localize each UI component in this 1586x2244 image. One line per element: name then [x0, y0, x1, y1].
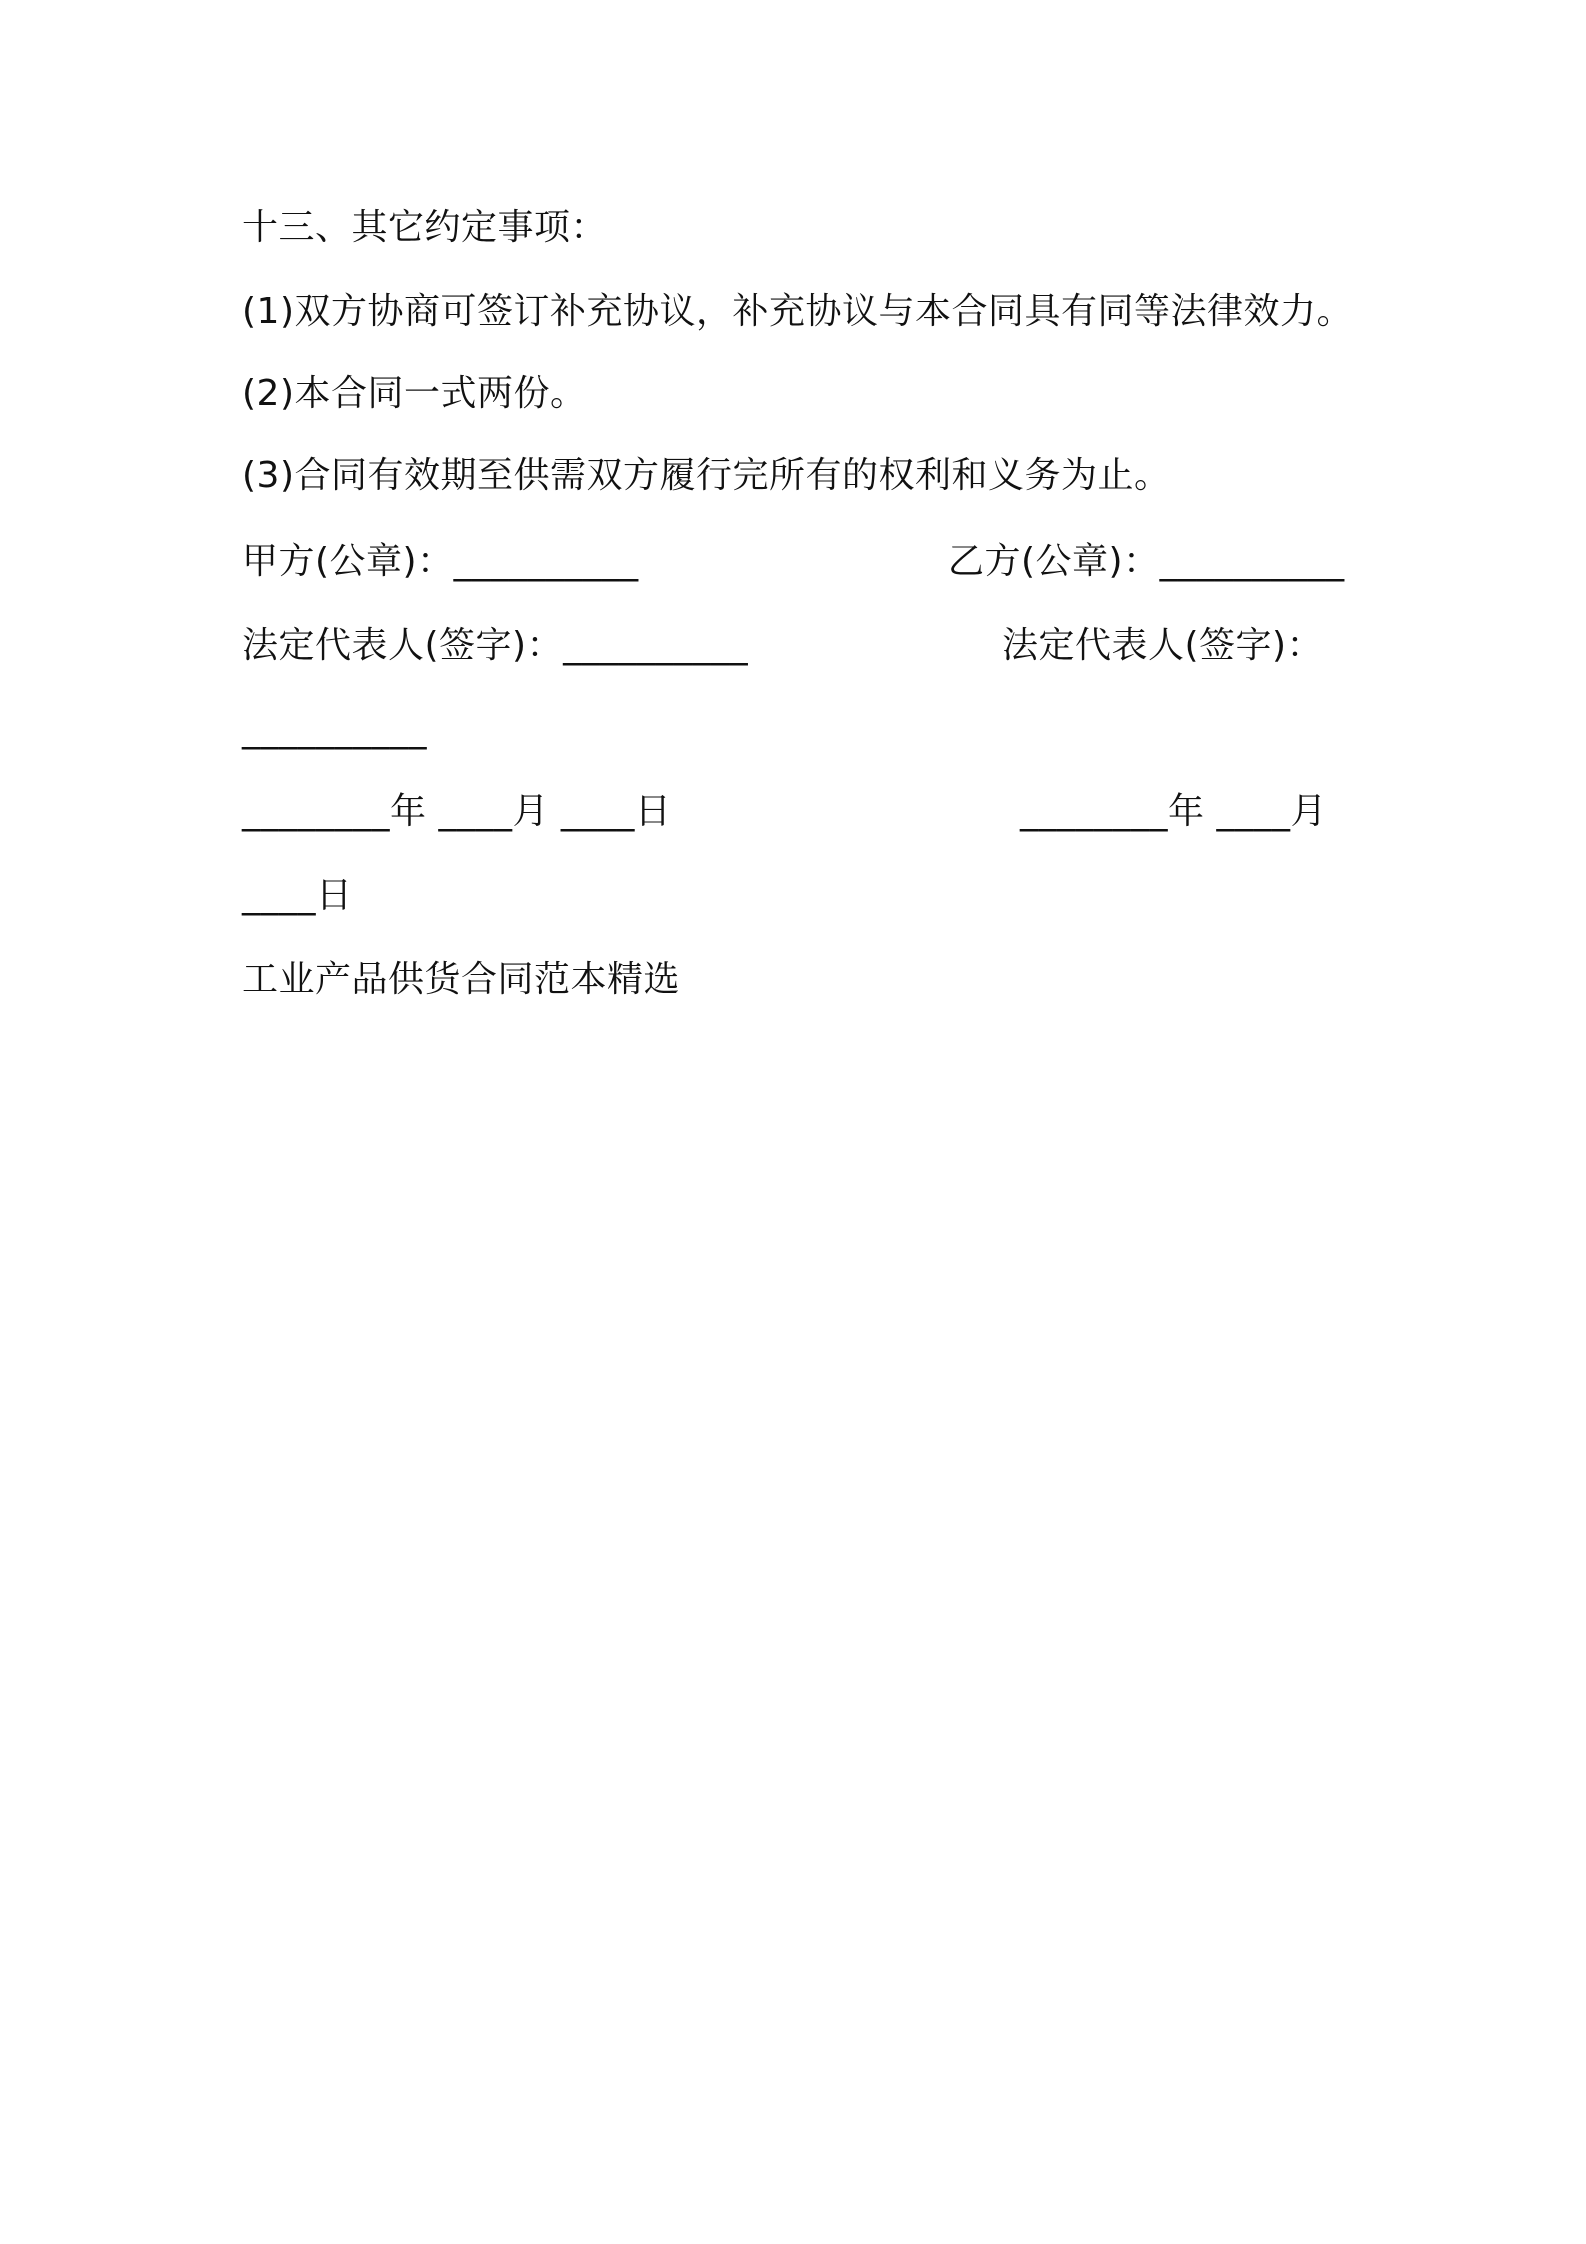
- party-b-representative: 法定代表人(签字)：: [1002, 625, 1324, 666]
- party-a-date: ________年 ____月 ____日: [242, 791, 672, 832]
- clause-2: (2)本合同一式两份。: [242, 373, 587, 414]
- party-b-seal: 乙方(公章)：__________: [948, 541, 1345, 582]
- party-b-date-day: ____日: [242, 875, 353, 916]
- next-document-title: 工业产品供货合同范本精选: [242, 959, 681, 1000]
- party-b-date: ________年 ____月: [1020, 791, 1327, 832]
- party-a-representative: 法定代表人(签字)：__________: [242, 625, 749, 666]
- section-heading: 十三、其它约定事项：: [242, 207, 608, 248]
- clause-3: (3)合同有效期至供需双方履行完所有的权利和义务为止。: [242, 455, 1171, 496]
- clause-1: (1)双方协商可签订补充协议，补充协议与本合同具有同等法律效力。: [242, 291, 1353, 332]
- party-b-representative-blank: __________: [242, 709, 427, 750]
- party-a-seal: 甲方(公章)：__________: [242, 541, 639, 582]
